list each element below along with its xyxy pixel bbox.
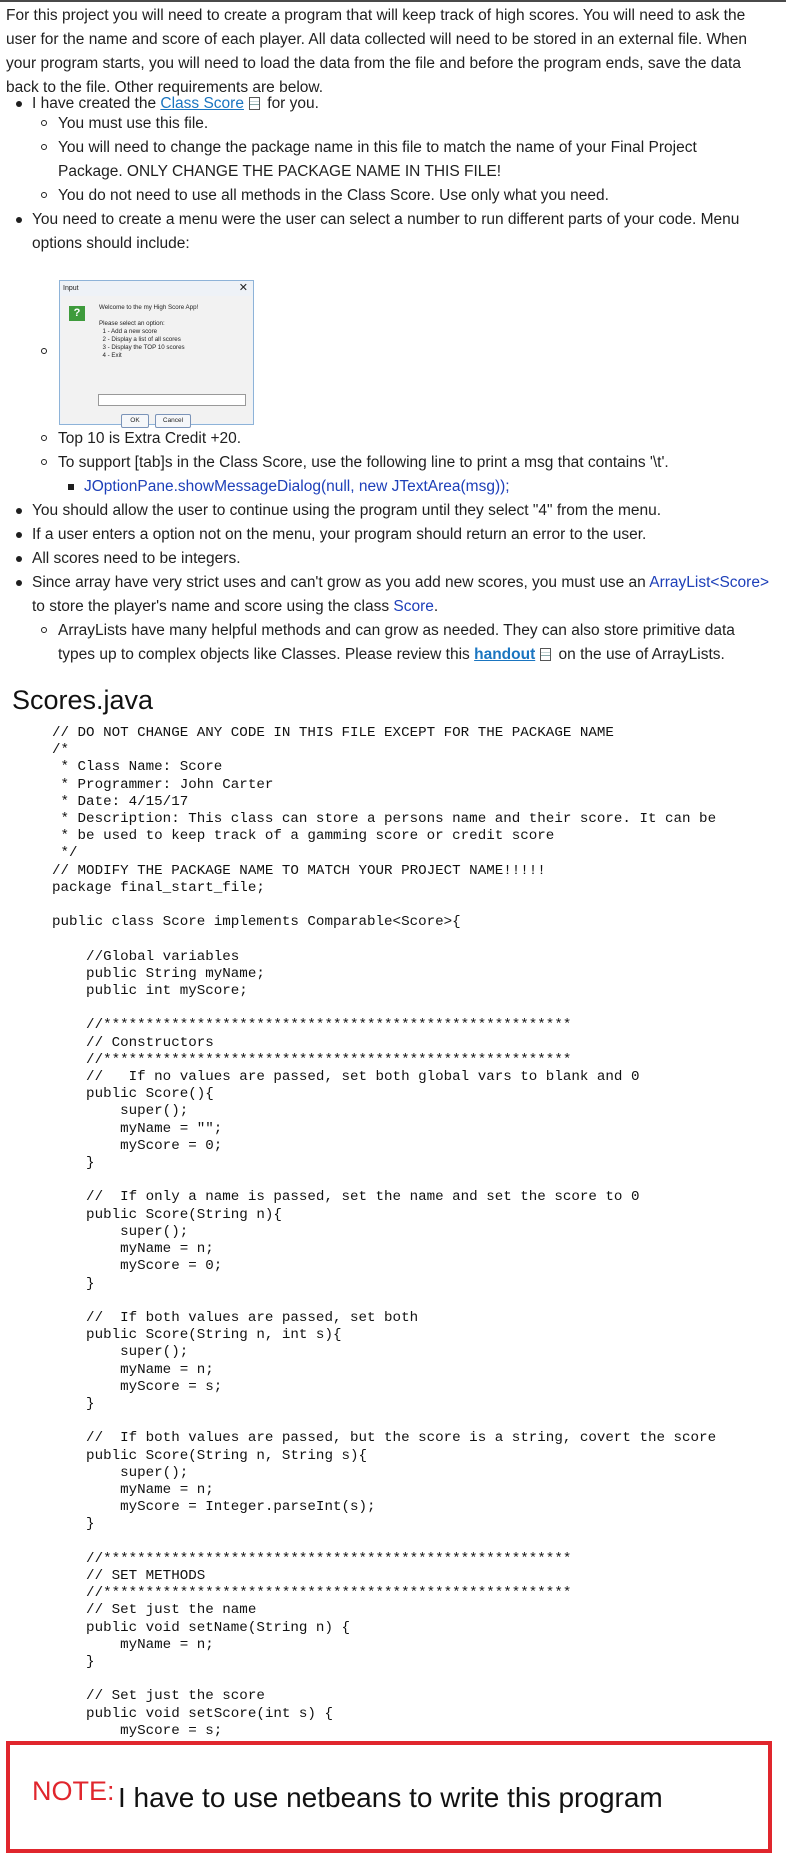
req1-suffix: for you. [262, 95, 319, 112]
input-dialog [59, 280, 254, 425]
list-item [16, 499, 776, 523]
req6-sub-part1: ArrayLists have many helpful methods and can grow as needed. They can also store primitive data types up to complex objects like Classes. Please review this [58, 622, 735, 663]
req6-part2: to store the player's name and score using the class [32, 598, 394, 615]
list-item [16, 571, 776, 619]
sub-item-text: You do not need to use all methods in the Class Score. Use only what you need. [58, 187, 609, 204]
list-item [16, 523, 776, 547]
note-box [6, 1741, 772, 1853]
note-label: NOTE: [32, 1776, 115, 1806]
req3-text: You should allow the user to continue using the program until they select "4" from the menu. [32, 502, 662, 519]
code-block: // DO NOT CHANGE ANY CODE IN THIS FILE EXCEPT FOR THE PACKAGE NAME /* * Class Name: Score * Programmer: John Carter * Date: 4/15/17 * Description: This class can store a persons name and their score. It can be * be used to keep track of a gamming score or credit score */ // MODIFY THE PACKAGE NAME TO MATCH YOUR PROJECT NAME!!!!! package final_start_file; public class Score implements Comparable<Score>{ //Global variables public String myName; public int myScore; //******************************************************* // Constructors //******************************************************* // If no values are passed, set both global vars to blank and 0 public Score(){ super(); myName = ""; myScore = 0; } // If only a name is passed, set the name and set the score to 0 public Score(String n){ super(); myName = n; myScore = 0; } // If both values are passed, set both public Score(String n, int s){ super(); myName = n; myScore = s; } // If both values are passed, but the score is a string, covert the score public Score(String n, String s){ super(); myName = n; myScore = Integer.parseInt(s); } //******************************************************* // SET METHODS //******************************************************* // Set just the name public void setName(String n) { myName = n; } // Set just the score public void setScore(int s) { myScore = s; [52, 725, 717, 1739]
req6-part3: . [433, 598, 439, 615]
list-item [68, 475, 768, 499]
ok-button[interactable]: OK [121, 414, 149, 428]
scores-title: Scores.java [12, 685, 154, 715]
list-item [41, 427, 761, 451]
list-item [41, 619, 776, 667]
close-icon[interactable]: ✕ [238, 282, 248, 294]
sub-item-text: You must use this file. [58, 115, 209, 132]
dialog-titlebar [60, 281, 253, 296]
dialog-input[interactable] [98, 394, 246, 406]
question-icon: ? [69, 306, 85, 321]
req1-prefix: I have created the [32, 95, 161, 112]
req6-sub-part2: on the use of ArrayLists. [554, 646, 725, 663]
list-item [16, 208, 776, 256]
list-item [41, 136, 761, 184]
dialog-title: Input [63, 285, 79, 292]
list-item [41, 451, 771, 475]
sub-item-text: To support [tab]s in the Class Score, use the following line to print a msg that contains '\t'. [58, 454, 669, 471]
req4-text: If a user enters a option not on the menu, your program should return an error to the user. [32, 526, 647, 543]
intro-paragraph: For this project you will need to create a program that will keep track of high scores. You will need to ask the user for the name and score of each player. All data collected will need to be stored in an external file. When your program starts, you will need to load the data from the file and before the program ends, save the data back to the file. Other requirements are below. [6, 7, 747, 96]
note-text: I have to use netbeans to write this program [118, 1782, 663, 1813]
document-icon[interactable] [249, 97, 260, 110]
dialog-body [61, 296, 252, 423]
req2-text: You need to create a menu were the user can select a number to run different parts of your code. Menu options should include: [32, 211, 740, 252]
req6-part1: Since array have very strict uses and can't grow as you add new scores, you must use an [32, 574, 650, 591]
sub-item-text: Top 10 is Extra Credit +20. [58, 430, 242, 447]
cancel-button[interactable]: Cancel [155, 414, 191, 428]
score-code: Score [393, 598, 434, 615]
sub-item-text: You will need to change the package name in this file to match the name of your Final Project Package. ONLY CHANGE THE PACKAGE NAME IN THIS FILE! [58, 139, 697, 180]
code-line-text: JOptionPane.showMessageDialog(null, new JTextArea(msg)); [84, 478, 510, 495]
list-item [41, 112, 761, 136]
req5-text: All scores need to be integers. [32, 550, 241, 567]
handout-link[interactable]: handout [474, 646, 536, 663]
dialog-message: Welcome to the my High Score App! Please select an option: 1 - Add a new score 2 - Display a list of all scores 3 - Display the TOP 10 scores 4 - Exit [99, 304, 199, 359]
arraylist-code: ArrayList<Score> [649, 574, 769, 591]
list-item [41, 184, 761, 208]
document-icon[interactable] [540, 648, 551, 661]
class-score-link[interactable]: Class Score [160, 95, 244, 112]
list-item [16, 547, 776, 571]
top-divider [0, 0, 786, 2]
